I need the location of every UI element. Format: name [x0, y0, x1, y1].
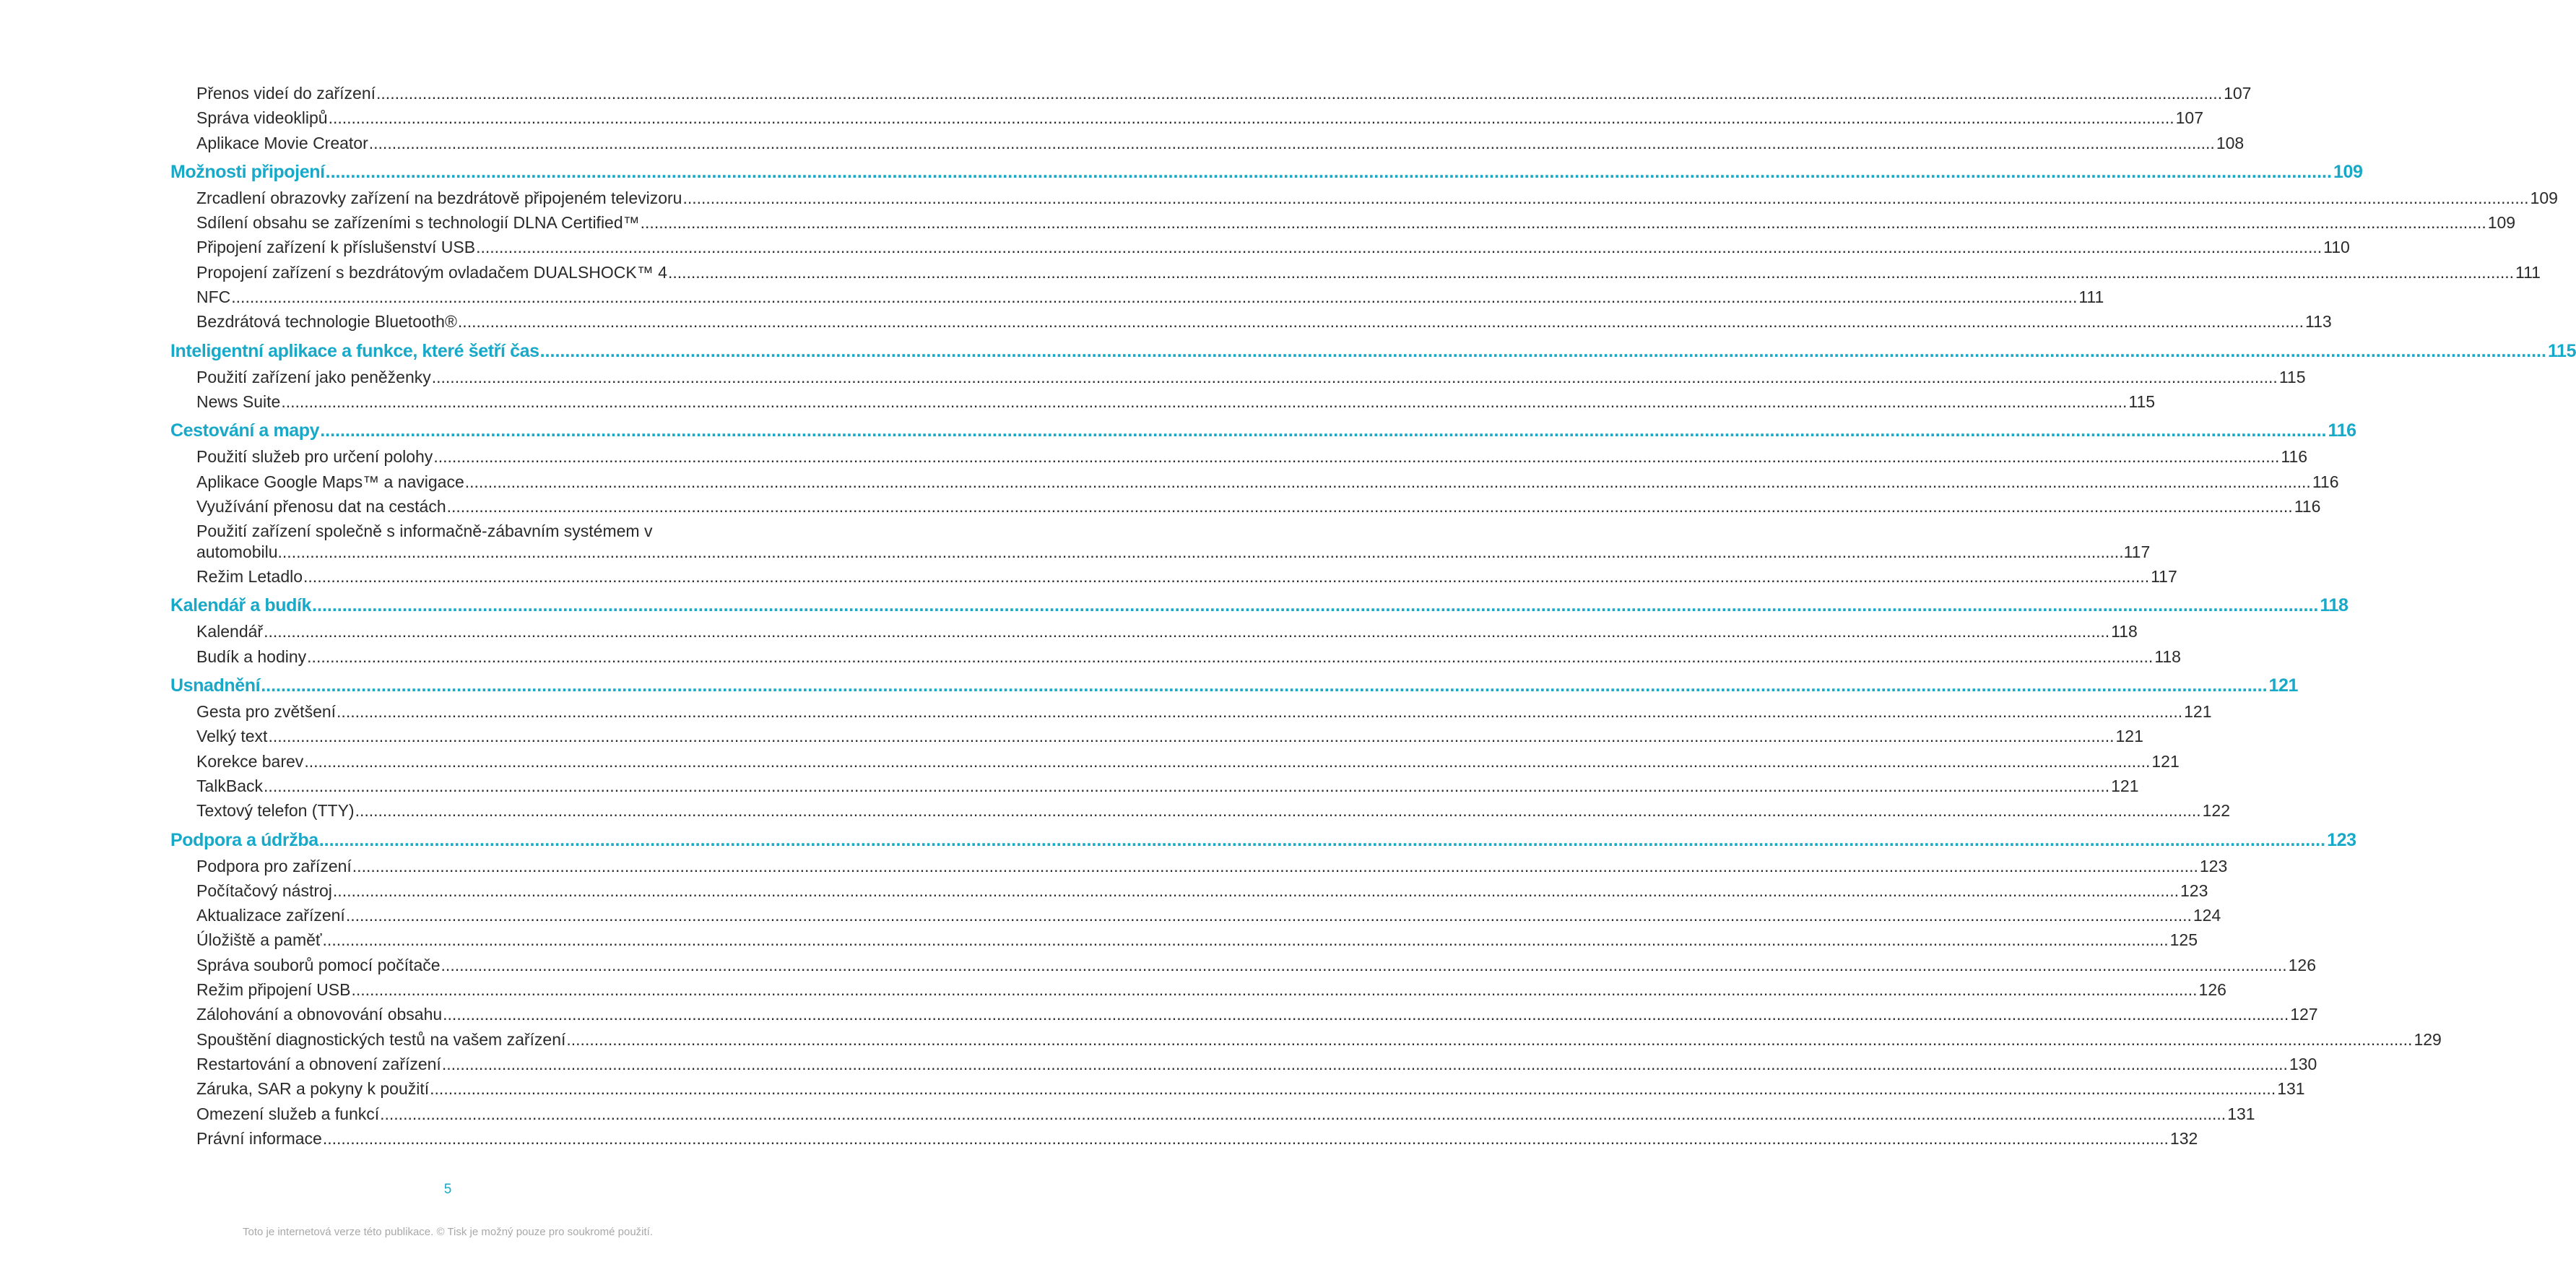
toc-page-number: 121 [2115, 727, 2143, 746]
dot-leader: ................................................................................................................................................................................................................................................................................................................................................................................................................ [318, 829, 2326, 850]
toc-chapter[interactable] [170, 669, 2299, 699]
toc-entry-label: Bezdrátová technologie Bluetooth® [196, 312, 457, 332]
toc-entry[interactable] [196, 953, 2316, 977]
toc-page-number: 126 [2288, 955, 2316, 974]
toc-page-number: 125 [2169, 930, 2198, 950]
toc-entry-label: Přenos videí do zařízení [196, 84, 376, 103]
toc-page-number: 115 [2547, 340, 2576, 361]
toc-entry-label-continued: automobilu [196, 542, 278, 562]
dot-leader: ................................................................................................................................................................................................................................................................................................................................................................................................................ [325, 161, 2332, 182]
toc-entry[interactable] [196, 927, 2198, 952]
toc-page-number: 108 [2216, 133, 2245, 152]
toc-entry[interactable] [196, 389, 2156, 414]
toc-entry-label: Použití zařízení jako peněženky [196, 367, 431, 386]
toc-entry-label: Spouštění diagnostických testů na vašem zařízení [196, 1029, 566, 1049]
toc-entry-label: Velký text [196, 727, 268, 746]
toc-chapter-title: Možnosti připojení [170, 161, 325, 182]
dot-leader: ................................................................................................................................................................................................................................................................................................................................................................................................................ [441, 1054, 2288, 1073]
toc-page-number: 131 [2227, 1104, 2255, 1123]
toc-entry[interactable] [196, 564, 2177, 589]
dot-leader: ................................................................................................................................................................................................................................................................................................................................................................................................................ [566, 1029, 2413, 1049]
toc-entry[interactable] [196, 210, 2516, 235]
page-number: 5 [443, 1182, 452, 1197]
toc-page-number: 109 [2487, 213, 2516, 233]
dot-leader: ................................................................................................................................................................................................................................................................................................................................................................................................................ [682, 188, 2529, 207]
toc-chapter-title: Kalendář a budík [170, 595, 312, 616]
dot-leader: ................................................................................................................................................................................................................................................................................................................................................................................................................ [457, 312, 2304, 332]
dot-leader: ................................................................................................................................................................................................................................................................................................................................................................................................................ [464, 472, 2311, 491]
toc-chapter-title: Inteligentní aplikace a funkce, které šetří čas [170, 340, 539, 361]
dot-leader: ................................................................................................................................................................................................................................................................................................................................................................................................................ [320, 420, 2327, 441]
toc-page-number: 111 [2078, 287, 2104, 307]
toc-entry[interactable] [196, 774, 2139, 798]
dot-leader: ................................................................................................................................................................................................................................................................................................................................................................................................................ [264, 622, 2110, 641]
dot-leader: ................................................................................................................................................................................................................................................................................................................................................................................................................ [268, 727, 2115, 746]
toc-chapter[interactable] [170, 589, 2349, 619]
dot-leader: ................................................................................................................................................................................................................................................................................................................................................................................................................ [352, 856, 2198, 875]
dot-leader: ................................................................................................................................................................................................................................................................................................................................................................................................................ [446, 496, 2293, 516]
toc-entry[interactable] [196, 519, 2151, 564]
dot-leader: ................................................................................................................................................................................................................................................................................................................................................................................................................ [431, 367, 2278, 386]
footer-note: Toto je internetová verze této publikace. © Tisk je možný pouze pro soukromé použití. [242, 1226, 653, 1238]
toc-page-number: 121 [2111, 776, 2139, 795]
toc-entry[interactable] [196, 798, 2231, 823]
toc-entry-label: Podpora pro zařízení [196, 856, 352, 875]
toc-page-number: 107 [2224, 84, 2252, 103]
toc-entry-label: Sdílení obsahu se zařízeními s technologií DLNA Certified™ [196, 213, 640, 233]
toc-page-number: 107 [2175, 108, 2203, 128]
dot-leader: ................................................................................................................................................................................................................................................................................................................................................................................................................ [322, 930, 2169, 950]
toc-page-number: 113 [2304, 312, 2332, 332]
toc-page-number: 116 [2312, 472, 2339, 491]
toc-entry[interactable] [196, 1126, 2198, 1151]
dot-leader: ................................................................................................................................................................................................................................................................................................................................................................................................................ [307, 647, 2154, 666]
dot-leader: ................................................................................................................................................................................................................................................................................................................................................................................................................ [264, 776, 2110, 795]
toc-page-number: 115 [2278, 367, 2306, 386]
dot-leader: ................................................................................................................................................................................................................................................................................................................................................................................................................ [322, 1128, 2169, 1148]
toc-entry[interactable] [196, 260, 2541, 285]
toc-entry-label: Propojení zařízení s bezdrátovým ovladačem DUALSHOCK™ 4 [196, 262, 667, 282]
toc-page-number: 124 [2193, 906, 2221, 925]
toc-entry[interactable] [196, 1076, 2305, 1101]
toc-entry-label: Textový telefon (TTY) [196, 801, 355, 821]
toc-entry-label: News Suite [196, 392, 281, 411]
toc-entry[interactable] [196, 854, 2228, 878]
toc-page-number: 118 [2154, 647, 2181, 666]
toc-entry[interactable] [196, 977, 2226, 1002]
toc-entry-label: Zrcadlení obrazovky zařízení na bezdrátově připojeném televizoru [196, 188, 682, 207]
toc-page-number: 121 [2151, 751, 2180, 771]
toc-entry[interactable] [196, 903, 2221, 927]
toc-chapter-title: Podpora a údržba [170, 829, 318, 850]
dot-leader: ................................................................................................................................................................................................................................................................................................................................................................................................................ [539, 340, 2546, 361]
toc-entry-label: Kalendář [196, 622, 264, 641]
dot-leader: ................................................................................................................................................................................................................................................................................................................................................................................................................ [261, 675, 2268, 696]
dot-leader: ................................................................................................................................................................................................................................................................................................................................................................................................................ [443, 1005, 2289, 1024]
toc-entry-label: Správa videoklipů [196, 108, 328, 128]
toc-entry-label: Právní informace [196, 1128, 322, 1148]
toc-page-number: 123 [2199, 856, 2228, 875]
toc-entry[interactable] [196, 444, 2308, 469]
toc-entry[interactable] [196, 131, 2245, 155]
toc-page-number: 116 [2294, 496, 2321, 516]
dot-leader: ................................................................................................................................................................................................................................................................................................................................................................................................................ [281, 392, 2128, 411]
toc-chapter[interactable] [170, 823, 2356, 854]
toc-entry-label: NFC [196, 287, 231, 307]
dot-leader: ................................................................................................................................................................................................................................................................................................................................................................................................................ [332, 881, 2179, 900]
toc-page-number: 118 [2320, 595, 2349, 616]
toc-chapter-title: Usnadnění [170, 675, 261, 696]
toc-entry-label: Úložiště a paměť [196, 930, 322, 950]
toc-entry[interactable] [196, 749, 2180, 774]
dot-leader: ................................................................................................................................................................................................................................................................................................................................................................................................................ [355, 801, 2201, 821]
toc-page-number: 117 [2151, 567, 2177, 587]
toc-entry-label: Použití služeb pro určení polohy [196, 447, 433, 467]
dot-leader: ................................................................................................................................................................................................................................................................................................................................................................................................................ [231, 287, 2078, 307]
toc-page-number: 121 [2184, 702, 2212, 722]
toc-page-number: 131 [2277, 1079, 2305, 1099]
toc-page-number: 116 [2328, 420, 2356, 441]
dot-leader: ................................................................................................................................................................................................................................................................................................................................................................................................................ [640, 213, 2486, 233]
toc-chapter-title: Cestování a mapy [170, 420, 320, 441]
toc-page-number: 123 [2180, 881, 2208, 900]
dot-leader: ................................................................................................................................................................................................................................................................................................................................................................................................................ [337, 702, 2183, 722]
dot-leader: ................................................................................................................................................................................................................................................................................................................................................................................................................ [303, 567, 2150, 587]
toc-entry-label: TalkBack [196, 776, 264, 795]
toc-page-number: 130 [2289, 1054, 2317, 1073]
toc-entry-label: Omezení služeb a funkcí [196, 1104, 380, 1123]
toc-entry[interactable] [196, 365, 2306, 389]
dot-leader: ................................................................................................................................................................................................................................................................................................................................................................................................................ [345, 906, 2192, 925]
toc-entry[interactable] [196, 644, 2181, 669]
dot-leader: ................................................................................................................................................................................................................................................................................................................................................................................................................ [368, 133, 2215, 152]
toc-page-number: 115 [2128, 392, 2156, 411]
toc-page-number: 132 [2169, 1128, 2198, 1148]
toc-entry-label: Budík a hodiny [196, 647, 307, 666]
table-of-contents [170, 81, 2576, 1151]
dot-leader: ................................................................................................................................................................................................................................................................................................................................................................................................................ [277, 542, 2124, 562]
toc-entry[interactable] [196, 470, 2339, 494]
toc-entry[interactable] [196, 619, 2138, 644]
dot-leader: ................................................................................................................................................................................................................................................................................................................................................................................................................ [430, 1079, 2276, 1099]
toc-entry[interactable] [196, 186, 2558, 210]
toc-entry[interactable] [196, 285, 2104, 309]
toc-entry[interactable] [196, 235, 2350, 259]
dot-leader: ................................................................................................................................................................................................................................................................................................................................................................................................................ [351, 980, 2198, 1000]
dot-leader: ................................................................................................................................................................................................................................................................................................................................................................................................................ [380, 1104, 2226, 1123]
dot-leader: ................................................................................................................................................................................................................................................................................................................................................................................................................ [312, 595, 2319, 616]
toc-entry[interactable] [196, 1002, 2318, 1026]
dot-leader: ................................................................................................................................................................................................................................................................................................................................................................................................................ [304, 751, 2151, 771]
toc-page-number: 110 [2323, 238, 2350, 257]
toc-entry-label: Záruka, SAR a pokyny k použití [196, 1079, 430, 1099]
toc-chapter[interactable] [170, 155, 2363, 186]
toc-page-number: 129 [2414, 1029, 2442, 1049]
toc-entry-label: Připojení zařízení k příslušenství USB [196, 238, 476, 257]
toc-entry-label: Režim Letadlo [196, 567, 303, 587]
toc-page-number: 127 [2290, 1005, 2318, 1024]
toc-entry-label: Počítačový nástroj [196, 881, 332, 900]
toc-page-number: 118 [2111, 622, 2138, 641]
toc-page-number: 109 [2333, 161, 2363, 182]
toc-page-number: 117 [2123, 542, 2151, 562]
toc-page-number: 111 [2515, 262, 2541, 282]
toc-entry-label: Gesta pro zvětšení [196, 702, 337, 722]
toc-entry[interactable] [196, 878, 2208, 903]
toc-page-number: 122 [2202, 801, 2231, 821]
toc-entry-label: Aktualizace zařízení [196, 906, 345, 925]
toc-entry-label: Aplikace Movie Creator [196, 133, 368, 152]
dot-leader: ................................................................................................................................................................................................................................................................................................................................................................................................................ [328, 108, 2174, 128]
toc-chapter[interactable] [170, 414, 2356, 444]
toc-entry-label: Využívání přenosu dat na cestách [196, 496, 446, 516]
toc-page-number: 109 [2530, 188, 2558, 207]
toc-entry[interactable] [196, 81, 2252, 105]
toc-entry[interactable] [196, 309, 2332, 334]
dot-leader: ................................................................................................................................................................................................................................................................................................................................................................................................................ [376, 84, 2223, 103]
toc-page-number: 123 [2327, 829, 2356, 850]
dot-leader: ................................................................................................................................................................................................................................................................................................................................................................................................................ [667, 262, 2515, 282]
toc-entry-label: Režim připojení USB [196, 980, 351, 1000]
toc-entry[interactable] [196, 699, 2212, 724]
toc-chapter[interactable] [170, 334, 2576, 365]
toc-page-number: 121 [2268, 675, 2299, 696]
toc-entry[interactable] [196, 724, 2143, 748]
toc-page-number: 126 [2198, 980, 2226, 1000]
toc-entry[interactable] [196, 105, 2203, 130]
toc-entry-label: Restartování a obnovení zařízení [196, 1054, 441, 1073]
toc-entry-label: Použití zařízení společně s informačně-zábavním systémem v [196, 522, 653, 541]
toc-entry[interactable] [196, 494, 2321, 519]
toc-entry[interactable] [196, 1052, 2317, 1076]
toc-entry[interactable] [196, 1027, 2442, 1052]
toc-entry-label: Správa souborů pomocí počítače [196, 955, 441, 974]
toc-entry-label: Aplikace Google Maps™ a navigace [196, 472, 464, 491]
toc-entry-label: Korekce barev [196, 751, 304, 771]
dot-leader: ................................................................................................................................................................................................................................................................................................................................................................................................................ [441, 955, 2287, 974]
toc-entry[interactable] [196, 1102, 2255, 1126]
dot-leader: ................................................................................................................................................................................................................................................................................................................................................................................................................ [476, 238, 2323, 257]
toc-page-number: 116 [2281, 447, 2308, 467]
toc-entry-label: Zálohování a obnovování obsahu [196, 1005, 443, 1024]
dot-leader: ................................................................................................................................................................................................................................................................................................................................................................................................................ [433, 447, 2280, 467]
